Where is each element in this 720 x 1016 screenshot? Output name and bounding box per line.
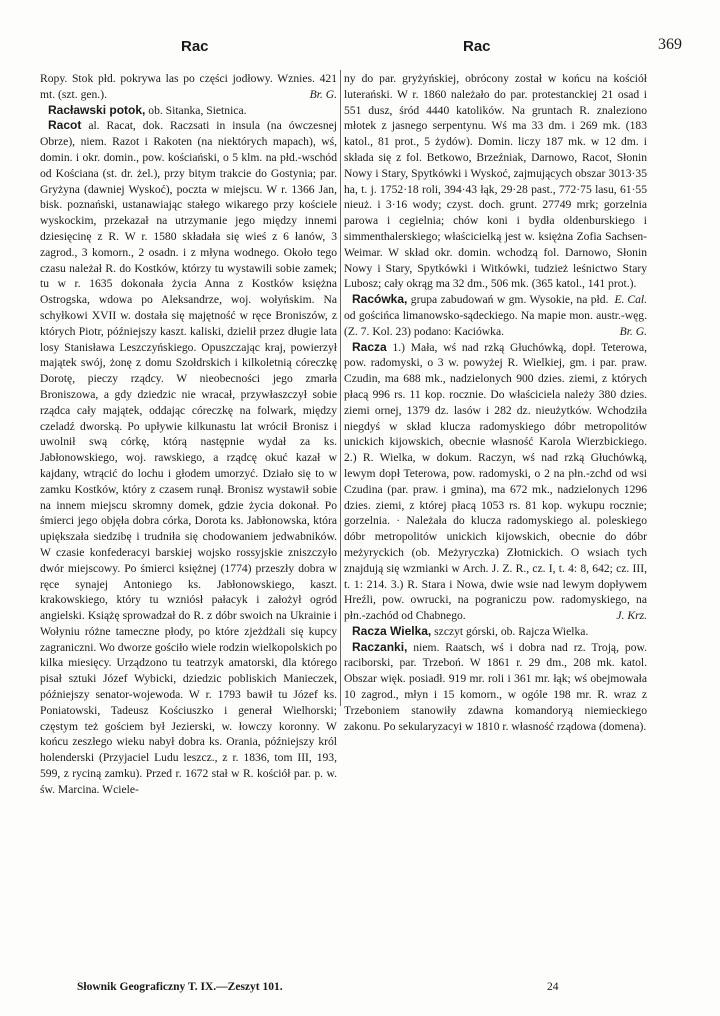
entry-headword: Racot [48, 118, 82, 133]
entry-continuation [40, 71, 337, 103]
page-footer [77, 981, 637, 999]
author-signature: Br. G. [309, 87, 337, 101]
entry-headword: Raczanki, [352, 639, 408, 654]
author-signature: Br. G. [619, 324, 647, 338]
author-signature: E. Cal. [614, 293, 647, 307]
author-signature: J. Krz. [616, 609, 647, 623]
entry-text: grupa zabudowań w gm. Wysokie, na płd. od gościńca limanowsko-sądeckiego. Na mapie mon. austr.-węg. (Z. 7. Kol. 23) podano: Kaciówka. [344, 293, 647, 338]
right-column [344, 71, 647, 734]
entry-racza [344, 340, 647, 624]
entry-racza-wielka [344, 624, 647, 640]
entry-text: niem. Raatsch, wś i dobra nad rz. Troją, pow. raciborski, par. Trzeboń. W 1861 r. 29 dm., 208 mk. katol. Obszar więk. posiadł. 919 mr. roli i 361 mr. łąk; wś obejmowała 10 zagrod., młyn i 15 komorn., w ogóle 198 mr. R. wraz z Trzeboniem stanowiły zdawna komandoryą niemieckiego zakonu. Po sekularyzacyi w 1810 r. własność rządowa (domena). [344, 640, 648, 733]
entry-racowka [344, 292, 647, 339]
entry-text: Ropy. Stok płd. pokrywa las po części jodłowy. Wznies. 421 mt. (szt. gen.). [40, 72, 337, 101]
entry-text: 1.) Mała, wś nad rzką Głuchówką, dopł. Teterowa, pow. radomyski, o 3 w. powyżej R. Wielkiej, gm. i par. praw. Czudin, ma 688 mk., nadzielonych 900 dzies. ziemi, z których płacą 996 rs. 11 kop. rocznie. Do właściciela należy 380 dzies. ziemi ornej, 1379 dz. lasów i 282 dz. nieużytków. Wchodziła niegdyś w skład klucza radomyskiego dóbr metropolitów unickich kijowskich, obecnie własność Karola Wierzbickiego. 2.) R. Wielka, w dokum. Raczyn, wś nad rzką Głuchówką, lewym dopł Teterowa, pow. radomyski, o 2 na płn.-zchd od wsi Czudina (par. praw. i gmina), ma 672 mk., nadzielonych 1296 dzies. ziemi, z której płacą 1053 rs. 81 kop. wykupu rocznie; gorzelnia. · Należała do klucza radomyskiego al. poleskiego dóbr metropolitów unickich kijowskich, obecnie do dóbr meżyryckich (ob. Meżyryczka) Złotnickich. O wsiach tych znajdują się wzmianki w Arch. J. Z. R., cz. I, t. 4: 8, 642; cz. III, t. 1: 214. 3.) R. Stara i Nowa, dwie wsie nad lewym dopływem Hreźli, pow. owrucki, na pograniczu pow. radomyskiego, na płn.-zachód od Chabnego. [344, 340, 647, 623]
running-header [58, 30, 694, 55]
left-running-head: Rac [181, 38, 209, 55]
entry-headword: Racza [352, 339, 387, 354]
entry-raczanki [344, 640, 647, 735]
left-column [40, 71, 337, 798]
entry-text: ob. Sitanka, Sietnica. [148, 103, 247, 117]
right-running-head: Rac [463, 38, 491, 55]
page-number: 369 [658, 36, 682, 53]
entry-text: ny do par. gryżyńskiej, obrócony został w końcu na kościół luterański. W r. 1860 należało do par. protestanckiej 21 osad i 551 dusz, śród 4440 katolików. Na gruntach R. znaleziono młotek z jasnego serpentynu. Wś ma 33 dm. i 269 mk. (183 katol., 81 prot., 5 żydów). Domin. liczy 187 mk. w 12 dm. i składa się z fol. Betkowo, Brzeźniak, Darnowo, Racot, Słonin Nowy i Stary, Spytkówki i Wyskoć, zajmujących obszar 3013·35 ha, t. j. 1752·18 roli, 394·43 łąk, 29·28 past., 772·75 lasu, 61·55 nieuż. i 3·16 wody; czyst. doch. grunt. 27749 mrk; gorzelnia parowa i cegielnia; chów koni i bydła oldenburskiego i simmenthalerskiego; właścicielką jest w. księżna Zofia Sachsen-Weimar. W skład okr. domin. wchodzą fol. Darnowo, Słonin Nowy i Stary, Spytkówki i Witkówki, tudzież leśnictwo Stary Lubosz; cały okrąg ma 32 dm., 506 mk. (365 katol., 141 prot.). [344, 72, 647, 291]
entry-headword: Racówka, [352, 292, 408, 307]
entry-text: szczyt górski, ob. Rajcza Wielka. [434, 624, 589, 638]
sheet-number: 24 [547, 981, 559, 993]
publication-title: Słownik Geograficzny T. IX.—Zeszyt 101. [77, 981, 283, 993]
entry-headword: Racza Wielka, [352, 623, 432, 638]
entry-text: al. Racat, dok. Raczsati in insula (na ówczesnej Obrze), niem. Razot i Rakoten (na niektórych mapach), wś, domin. i okr. domin., pow. kościański, o 5 klm. na płd.-wschód od Kościana (st. dr. żel.), przy bitym trakcie do Gostynia; par. Gryżyna (dawniej Wyskoć), poczta w miejscu. W r. 1366 Jan, bisk. poznański, ustanawiając stałego wikarego przy kościele wyskockim, przekazał na utrzymanie jego między innemi dziesięcinę z R. W r. 1580 składała się wieś z 6 łanów, 3 zagrod., 3 komorn., 2 osadn. i z młyna wodnego. Około tego czasu należał R. do Kostków, którzy tu wystawili sobie zamek; tu w r. 1635 dokonała życia Anna z Kostków księżna Ostrogska, wdowa po Aleksandrze, woj. wołyńskim. Na schyłkowi XVII w. dostała się majętność w ręce Broniszów, z których Piotr, późniejszy kaszt. kaliski, dzielił przez długie lata losy Stanisława Leszczyńskiego. Opuszczając kraj, powierzył majątek swój, żonę z domu Szołdrskich i kilkoletnią córeczkę Dorotę, pieczy rządcy. W nieobecności jego zmarła Broniszowa, a gdy dziedzic nie wracał, przywłaszczył sobie rządca cały majątek, oddając córeczkę na folwark, między czeladź dworską. Po upływie kilkunastu lat wrócił Bronisz i uwolnił swą córkę, którą następnie wydał za ks. Jabłonowskiego, woj. rawskiego, a rządcę okuć kazał w kajdany, wtrącić do lochu i głodem umorzyć. Działo się to w zamku Kostków, który z czasem runął. Bronisz wystawił sobie na innem miejscu skromny domek, gdzie życia dokonał. Po śmierci jego objęła dobra córka, Dorota ks. Jabłonowska, która upiększała siedzibę i trudniła się chodowaniem jedwabników. W czasie konfederacyi barskiej wojsko rossyjskie zniszczyło dwór miejscowy. Po śmierci księżnej (1774) przeszły dobra w ręce synajej Antoniego ks. Jabłonowskiego, kaszt. krakowskiego, który tu wzniósł pałacyk i założył ogród angielski. Książę sprowadzał do R. z dóbr swoich na Ukrainie i Wołyniu różne tameczne płody, po które zjeżdżali się kupcy zagraniczni. Wo dworze gościło wiele rodzin wielkopolskich po kilka miesięcy. Urządzono tu teatrzyk amatorski, dla którego pisał sztuki Józef Wybicki, dziedzic pobliskich Manieczek, późniejszy senator-wojewoda. W r. 1793 bawił tu Józef ks. Poniatowski, Tadeusz Kościuszko i generał Wielhorski; częstym też gościem był Jezierski, w. łowczy koronny. W końcu zeszłego wieku nabył dobra ks. Orania, późniejszy król holenderski (Przyjaciel Ludu leszcz., z r. 1836, tom III, 193, 599, z ryciną zamku). Przed r. 1672 stał w R. kościół par. p. w. św. Marcina. Wciele- [40, 119, 337, 796]
column-divider [340, 70, 341, 706]
entry-racot [40, 118, 337, 797]
entry-raclawski-potok [40, 103, 337, 119]
entry-headword: Racławski potok, [48, 102, 146, 117]
